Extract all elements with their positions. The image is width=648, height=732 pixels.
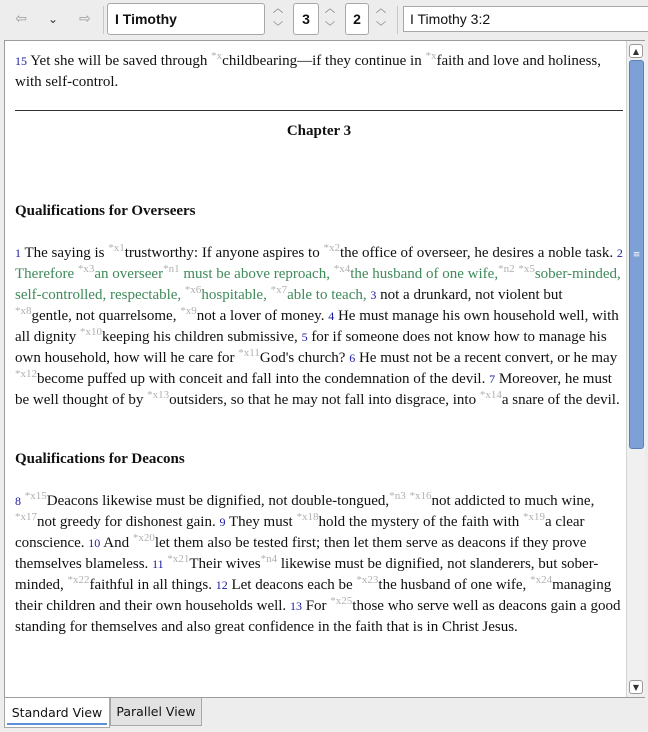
verse-text: the husband of one wife, — [350, 266, 499, 282]
verse-number[interactable]: 1 — [15, 246, 21, 260]
verse-text: keeping his children submissive, — [102, 329, 298, 345]
verse-text: He must not be a recent convert, or he may — [358, 350, 618, 366]
cross-reference-marker[interactable]: *x — [425, 50, 437, 62]
verse-text: gentle, not quarrelsome, — [31, 308, 181, 324]
verse-number[interactable]: 9 — [219, 515, 226, 529]
verse-text: outsiders, so that he may not fall into disgrace, into — [169, 392, 480, 408]
scroll-down-button[interactable] — [629, 680, 643, 694]
verse-text: God's church? — [259, 350, 346, 366]
verse-text: Moreover, he must be well thought of by — [15, 371, 612, 408]
cross-reference-marker[interactable]: *x24 — [530, 574, 553, 586]
verse-text: become puffed up with conceit and fall into the condemnation of the devil. — [37, 371, 486, 387]
footnote-marker[interactable]: *n2 — [498, 263, 515, 275]
cross-reference-marker[interactable]: *x3 — [77, 263, 95, 275]
cross-reference-marker[interactable]: *x4 — [333, 263, 351, 275]
verse-text: faithful in all things. — [89, 577, 212, 593]
verse-text: He must manage his own household well, with all dignity — [15, 308, 619, 345]
verse-number[interactable]: 7 — [489, 372, 496, 386]
spin-down-icon[interactable]: ﹀ — [325, 22, 335, 33]
verse-text: Yet she will be saved through — [30, 53, 212, 69]
cross-reference-marker[interactable]: *x22 — [67, 574, 90, 586]
verse-text: not a lover of money. — [196, 308, 325, 324]
verse-text: able to teach, — [287, 287, 367, 303]
history-dropdown-button[interactable] — [40, 5, 66, 33]
cross-reference-marker[interactable]: *x5 — [518, 263, 535, 275]
verse-number[interactable]: 5 — [301, 330, 308, 344]
cross-reference-marker[interactable]: *x21 — [167, 553, 190, 565]
verse-value: 2 — [353, 11, 361, 27]
verse-paragraph — [15, 41, 623, 93]
chevron-up-icon: ▲ — [632, 46, 640, 56]
cross-reference-marker[interactable]: *x18 — [296, 511, 319, 523]
verse-text: trustworthy: If anyone aspires to — [124, 245, 324, 261]
verse-number[interactable]: 11 — [152, 557, 164, 571]
verse-text: the office of overseer, he desires a noble task. — [339, 245, 614, 261]
verse-text: And — [103, 535, 133, 551]
chapter-divider — [15, 110, 623, 111]
spin-down-icon[interactable]: ﹀ — [376, 22, 386, 33]
spin-up-icon[interactable]: ︿ — [325, 4, 335, 15]
cross-reference-marker[interactable]: *x2 — [323, 242, 340, 254]
cross-reference-marker[interactable]: *x20 — [132, 532, 155, 544]
verse-text: those who serve well as deacons gain a good standing for themselves and also great confidence in the faith that is in Christ Jesus. — [15, 598, 621, 635]
verse-text: must be above reproach, — [179, 266, 334, 282]
verse-paragraph — [15, 491, 623, 638]
cross-reference-marker[interactable]: *x13 — [147, 389, 170, 401]
verse-text: sober-minded, self-controlled, respectable, — [15, 266, 621, 303]
verse-number[interactable]: 10 — [88, 536, 101, 550]
footnote-marker[interactable]: *n4 — [260, 553, 278, 565]
cross-reference-marker[interactable]: *x11 — [238, 347, 260, 359]
scroll-up-button[interactable] — [629, 44, 643, 58]
cross-reference-marker[interactable]: *x12 — [15, 368, 37, 380]
section-heading: Qualifications for Overseers — [15, 203, 196, 219]
verse-text: the husband of one wife, — [378, 577, 531, 593]
cross-reference-marker[interactable]: *x9 — [180, 305, 197, 317]
forward-button[interactable] — [70, 5, 100, 33]
verse-text: Their wives — [189, 556, 261, 572]
cross-reference-marker[interactable]: *x6 — [184, 284, 202, 296]
cross-reference-marker[interactable]: *x23 — [356, 574, 379, 586]
verse-number[interactable]: 13 — [289, 599, 302, 613]
section-heading: Qualifications for Deacons — [15, 451, 185, 467]
verse-text: likewise must be dignified, not slanderers, but sober-minded, — [15, 556, 599, 593]
footnote-marker[interactable]: *n3 — [389, 490, 406, 502]
verse-number[interactable]: 2 — [616, 246, 623, 260]
cross-reference-marker[interactable]: *x10 — [80, 326, 102, 338]
verse-text: for if someone does not know how to manage his own household, how will he care for — [15, 329, 607, 366]
scripture-text — [15, 41, 623, 697]
verse-number[interactable]: 3 — [370, 288, 377, 302]
vertical-scrollbar[interactable] — [626, 41, 645, 697]
verse-text: a clear conscience. — [15, 514, 585, 551]
chevron-down-icon: ▼ — [632, 682, 640, 692]
verse-number[interactable]: 4 — [328, 309, 335, 323]
verse-number[interactable]: 15 — [15, 54, 27, 68]
book-value: I Timothy — [115, 11, 177, 27]
book-selector[interactable] — [107, 3, 265, 35]
scroll-thumb[interactable] — [629, 60, 644, 449]
verse-text: Let deacons each be — [231, 577, 357, 593]
cross-reference-marker[interactable]: *x1 — [108, 242, 125, 254]
verse-text: For — [305, 598, 331, 614]
back-arrow-icon: ⇦ — [15, 11, 27, 27]
verse-text: let them also be tested first; then let them serve as deacons if they prove themselves blameless. — [15, 535, 587, 572]
back-button[interactable] — [6, 5, 36, 33]
verse-text: not addicted to much wine, — [431, 493, 595, 509]
cross-reference-marker[interactable]: *x7 — [270, 284, 288, 296]
chapter-selector[interactable] — [293, 3, 319, 35]
cross-reference-marker[interactable]: *x19 — [523, 511, 545, 523]
verse-text: Deacons likewise must be dignified, not double-tongued, — [46, 493, 390, 509]
book-spinner[interactable] — [268, 4, 288, 34]
cross-reference-marker[interactable]: *x16 — [409, 490, 432, 502]
verse-number[interactable]: 8 — [15, 494, 21, 508]
verse-text: an overseer — [94, 266, 164, 282]
toolbar-separator — [397, 6, 398, 34]
cross-reference-marker[interactable]: *x — [211, 50, 223, 62]
verse-text: They must — [228, 514, 297, 530]
navigation-toolbar — [0, 0, 648, 40]
chevron-down-icon: ⌄ — [47, 12, 59, 26]
cross-reference-marker[interactable]: *x14 — [479, 389, 502, 401]
reference-input[interactable] — [403, 6, 648, 32]
toolbar-separator — [103, 6, 104, 34]
verse-text: faith and love and holiness, with self-control. — [15, 53, 601, 90]
cross-reference-marker[interactable]: *x8 — [15, 305, 32, 317]
bible-text-view — [4, 40, 645, 698]
forward-arrow-icon: ⇨ — [79, 11, 91, 27]
verse-spinner[interactable] — [371, 4, 391, 34]
tab-standard-view[interactable]: Standard View — [4, 698, 110, 728]
verse-number[interactable]: 12 — [215, 578, 228, 592]
verse-text: hospitable, — [201, 287, 271, 303]
verse-text: not greedy for dishonest gain. — [37, 514, 216, 530]
cross-reference-marker[interactable]: *x17 — [15, 511, 37, 523]
verse-text: a snare of the devil. — [501, 392, 620, 408]
verse-paragraph — [15, 243, 623, 411]
chapter-heading: Chapter 3 — [286, 123, 352, 139]
cross-reference-marker[interactable]: *x25 — [330, 595, 353, 607]
spin-down-icon[interactable]: ﹀ — [273, 22, 283, 33]
tab-parallel-view[interactable]: Parallel View — [110, 698, 202, 726]
verse-text: managing their children and their own households well. — [15, 577, 612, 614]
chapter-spinner[interactable] — [320, 4, 340, 34]
chapter-value: 3 — [302, 11, 310, 27]
verse-selector[interactable] — [345, 3, 369, 35]
verse-text: The saying is — [24, 245, 109, 261]
verse-text: not a drunkard, not violent but — [380, 287, 563, 303]
verse-text: Therefore — [15, 266, 78, 282]
footnote-marker[interactable]: *n1 — [163, 263, 180, 275]
spin-up-icon[interactable]: ︿ — [376, 4, 386, 15]
verse-text: childbearing—if they continue in — [222, 53, 426, 69]
verse-text: hold the mystery of the faith with — [318, 514, 523, 530]
view-tabs — [4, 698, 404, 730]
grip-icon: ≡ — [632, 249, 641, 260]
cross-reference-marker[interactable]: *x15 — [24, 490, 47, 502]
verse-number[interactable]: 6 — [349, 351, 356, 365]
spin-up-icon[interactable]: ︿ — [273, 4, 283, 15]
